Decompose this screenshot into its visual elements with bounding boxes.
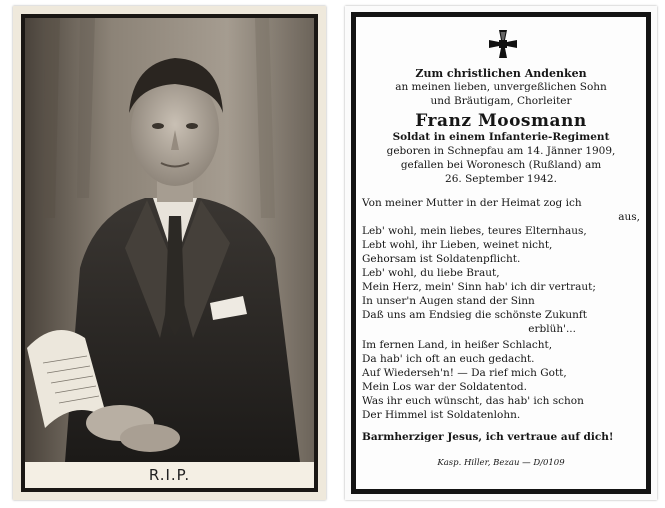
deceased-name: Franz Moosmann bbox=[415, 111, 587, 131]
memorial-header: Zum christlichen Andenken bbox=[415, 67, 587, 80]
memorial-text-frame bbox=[351, 12, 651, 494]
poem-line: Der Himmel ist Soldatenlohn. bbox=[362, 409, 521, 421]
poem-line: Mein Herz, mein' Sinn hab' ich dir vertraut; bbox=[362, 281, 596, 293]
poem-line: Im fernen Land, in heißer Schlacht, bbox=[362, 339, 553, 351]
iron-cross-icon bbox=[488, 29, 518, 59]
poem-line: Lebt wohl, ihr Lieben, weinet nicht, bbox=[362, 239, 553, 251]
intro-line-1: an meinen lieben, unvergeßlichen Sohn bbox=[395, 81, 607, 93]
photo-card bbox=[13, 6, 326, 500]
poem-line: erblüh'... bbox=[528, 323, 576, 335]
closing-prayer: Barmherziger Jesus, ich vertraue auf dich! bbox=[362, 431, 614, 443]
poem-line: aus, bbox=[618, 211, 640, 223]
rank-line: Soldat in einem Infanterie-Regiment bbox=[392, 131, 610, 143]
birth-line: geboren in Schnepfau am 14. Jänner 1909, bbox=[386, 145, 616, 157]
portrait-photo bbox=[25, 18, 314, 462]
publisher-line: Kasp. Hiller, Bezau — D/0109 bbox=[437, 458, 565, 468]
poem-line: Was ihr euch wünscht, das hab' ich schon bbox=[362, 395, 584, 407]
memorial-card bbox=[345, 6, 657, 500]
poem-line: In unser'n Augen stand der Sinn bbox=[362, 295, 535, 307]
death-line: gefallen bei Woronesch (Rußland) am bbox=[400, 159, 602, 171]
death-date: 26. September 1942. bbox=[445, 173, 557, 185]
poem-line: Leb' wohl, mein liebes, teures Elternhaus, bbox=[362, 225, 587, 237]
poem-line: Auf Wiederseh'n! — Da rief mich Gott, bbox=[362, 367, 567, 379]
photo-frame bbox=[21, 14, 318, 492]
poem-line: Leb' wohl, du liebe Braut, bbox=[362, 267, 500, 279]
intro-line-2: und Bräutigam, Chorleiter bbox=[430, 95, 572, 107]
poem-line: Gehorsam ist Soldatenpflicht. bbox=[362, 253, 521, 265]
poem-line: Von meiner Mutter in der Heimat zog ich bbox=[362, 197, 582, 209]
rip-caption: R.I.P. bbox=[25, 462, 314, 488]
poem-line: Mein Los war der Soldatentod. bbox=[362, 381, 527, 393]
poem-line: Da hab' ich oft an euch gedacht. bbox=[362, 353, 535, 365]
poem-line: Daß uns am Endsieg die schönste Zukunft bbox=[362, 309, 587, 321]
